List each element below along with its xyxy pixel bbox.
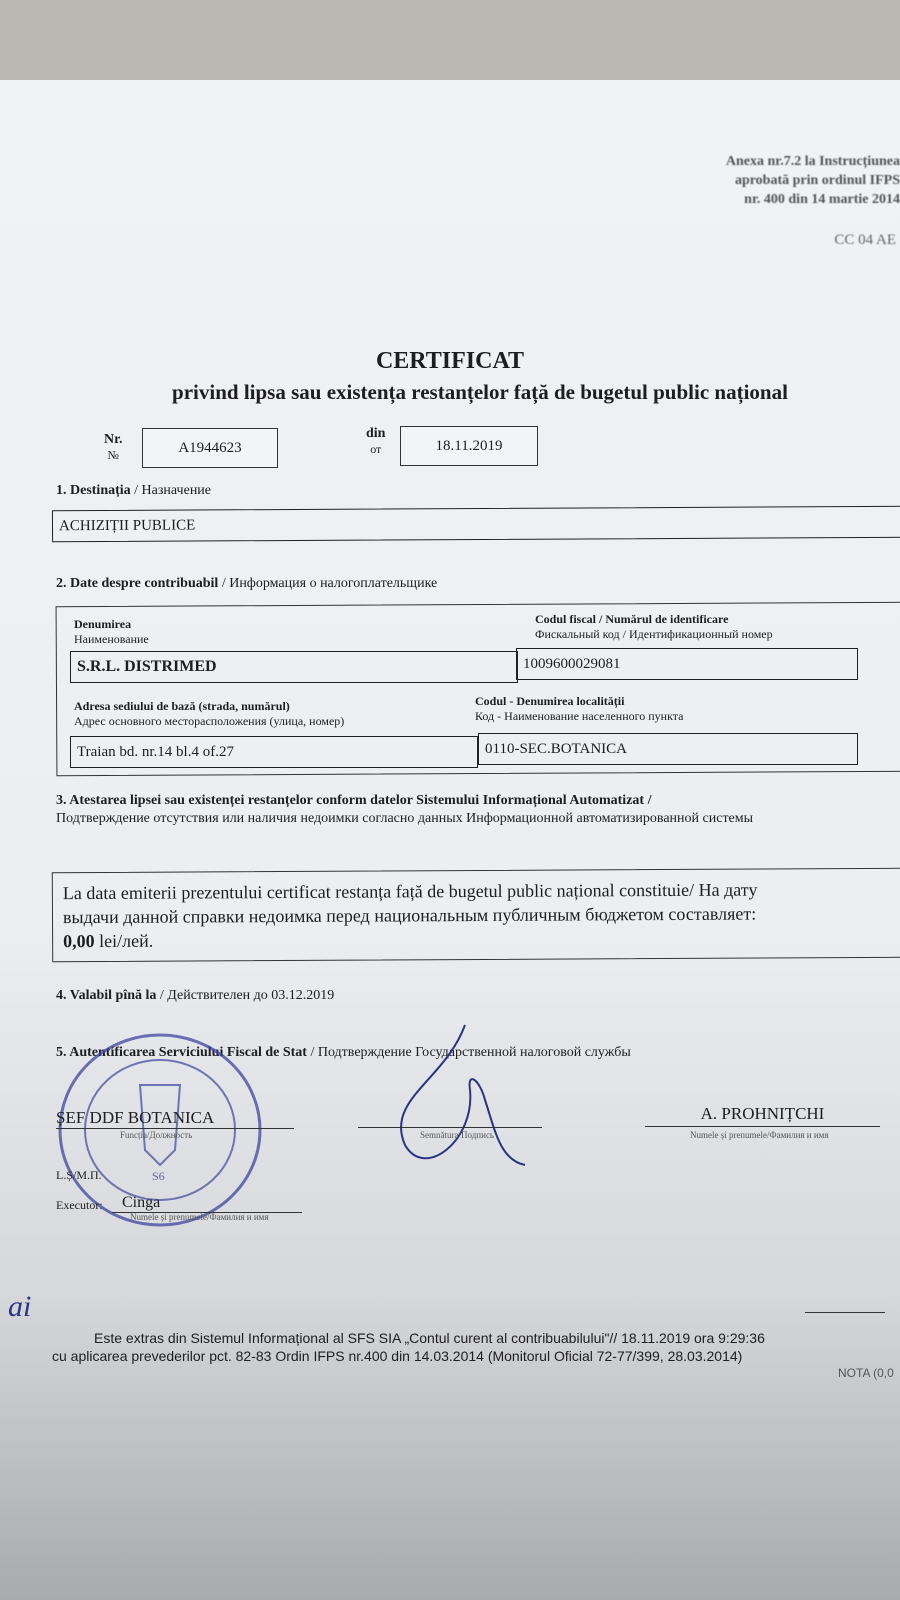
locality-value: 0110-SEC.BOTANICA bbox=[478, 733, 858, 765]
certificate-number: A1944623 bbox=[142, 428, 278, 468]
form-code: CC 04 AE bbox=[834, 232, 896, 248]
signature bbox=[385, 1020, 535, 1170]
statement-line-1: La data emiterii prezentului certificat restanța față de bugetul public național constituie/ На дату bbox=[62, 879, 758, 904]
address-label-ru: Адрес основного месторасположения (улица, номер) bbox=[74, 714, 345, 728]
section2-title bbox=[56, 576, 437, 592]
address-label bbox=[74, 699, 344, 729]
number-label-ro: Nr. bbox=[104, 432, 123, 447]
name-label-ru: Наименование bbox=[74, 632, 149, 646]
address-label-ro: Adresa sediului de bază (strada, numărul) bbox=[74, 699, 290, 713]
name-label-ro: Denumirea bbox=[74, 617, 132, 631]
date-label-ro: din bbox=[366, 426, 386, 441]
section2-title-ru: / Информация о налогоплательщике bbox=[218, 576, 438, 591]
section1-title bbox=[56, 483, 211, 499]
position-value: ȘEF DDF BOTANICA bbox=[56, 1108, 294, 1129]
document-subtitle: privind lipsa sau existența restanțelor față de bugetul public național bbox=[172, 380, 788, 404]
amount-value: 0,00 bbox=[63, 931, 95, 952]
section4-title-ro: 4. Valabil pînă la bbox=[56, 988, 157, 1003]
svg-text:S6: S6 bbox=[152, 1169, 165, 1183]
section3-title bbox=[56, 792, 896, 828]
document-page bbox=[0, 80, 900, 1600]
annex-line: Anexa nr.7.2 la Instrucțiunea bbox=[725, 154, 900, 169]
taxpayer-name: S.R.L. DISTRIMED bbox=[70, 651, 518, 683]
signature-label: Semnătura/Подпись bbox=[420, 1130, 495, 1140]
fiscal-code: 1009600029081 bbox=[516, 648, 858, 680]
executor-label: Executor: bbox=[56, 1198, 103, 1212]
number-label-ru: № bbox=[107, 448, 119, 462]
section5-title-ro: 5. Autentificarea Serviciului Fiscal de Stat bbox=[56, 1045, 307, 1060]
executor-value: Cinga bbox=[112, 1194, 302, 1213]
section1-title-ru: / Назначение bbox=[130, 483, 212, 498]
signature-line bbox=[358, 1127, 542, 1128]
section5-title-ru: / Подтверждение Государственной налоговой службы bbox=[306, 1045, 631, 1060]
date-label-ru: от bbox=[370, 442, 382, 456]
locality-label-ru: Код - Наименование населенного пункта bbox=[475, 709, 684, 723]
date-label bbox=[366, 426, 385, 457]
section1-title-ro: 1. Destinația bbox=[56, 483, 131, 498]
annex-line: aprobată prin ordinul IFPS bbox=[734, 173, 900, 188]
footer-note: NOTA (0,0 bbox=[838, 1366, 894, 1380]
footer-line-2: cu aplicarea prevederilor pct. 82-83 Ordin IFPS nr.400 din 14.03.2014 (Monitorul Oficial 72-77/399, 28.03.2014) bbox=[52, 1348, 743, 1364]
locality-label bbox=[475, 694, 683, 724]
section4-title-ru: / Действителен до 03.12.2019 bbox=[156, 988, 335, 1003]
footer-line-1: Este extras din Sistemul Informațional al SFS SIA „Contul curent al contribuabilului"// 18.11.2019 ora 9:29:36 bbox=[94, 1330, 765, 1346]
section3-title-ro: 3. Atestarea lipsei sau existenței restanțelor conform datelor Sistemului Informațional Automatizat / bbox=[56, 793, 652, 808]
arrears-amount bbox=[63, 925, 891, 953]
name-label bbox=[74, 617, 149, 647]
fiscal-label bbox=[535, 612, 773, 642]
handwritten-mark: ai bbox=[8, 1290, 32, 1323]
arrears-statement bbox=[52, 868, 900, 962]
fiscal-label-ro: Codul fiscal / Numărul de identificare bbox=[535, 612, 729, 626]
currency: lei/лей. bbox=[94, 930, 154, 952]
section4-title bbox=[56, 988, 334, 1004]
annex-line: nr. 400 din 14 martie 2014 bbox=[744, 192, 900, 207]
official-name: A. PROHNIȚCHI bbox=[645, 1104, 880, 1127]
section3-title-ru: Подтверждение отсутствия или наличия недоимки согласно данных Информационной автоматизированной системы bbox=[56, 811, 754, 826]
number-label bbox=[104, 432, 123, 463]
section2-title-ro: 2. Date despre contribuabil bbox=[56, 576, 219, 591]
seal-place: L.Ș/М.П. bbox=[56, 1168, 102, 1182]
address-value: Traian bd. nr.14 bl.4 of.27 bbox=[70, 736, 478, 768]
document-title: CERTIFICAT bbox=[375, 348, 525, 374]
certificate-date: 18.11.2019 bbox=[400, 426, 538, 466]
locality-label-ro: Codul - Denumirea localității bbox=[475, 694, 625, 708]
statement-line-2: выдачи данной справки недоимка перед национальным публичным бюджетом составляет: bbox=[62, 903, 757, 928]
annex-reference bbox=[726, 152, 900, 209]
official-name-label: Numele și prenumele/Фамилия и имя bbox=[690, 1130, 829, 1140]
position-label: Funcția/Должность bbox=[120, 1130, 193, 1140]
footer-rule bbox=[805, 1312, 885, 1313]
executor-sub-label: Numele și prenumele/Фамилия и имя bbox=[130, 1212, 269, 1222]
destination-value: ACHIZIȚII PUBLICE bbox=[52, 506, 900, 542]
fiscal-label-ru: Фискальный код / Идентификационный номер bbox=[535, 627, 773, 641]
